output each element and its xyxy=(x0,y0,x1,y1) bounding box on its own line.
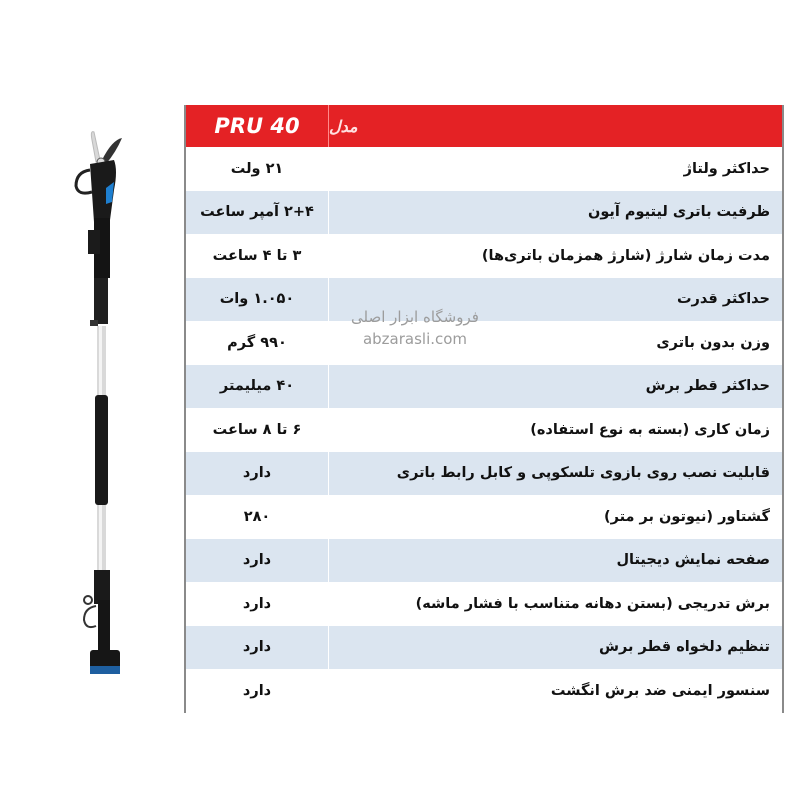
spec-label: گشتاور (نیوتون بر متر) xyxy=(603,508,770,525)
spec-label: حداکثر ولتاژ xyxy=(683,160,770,177)
model-label: مدل xyxy=(329,116,358,136)
spec-value: دارد xyxy=(186,626,329,670)
spec-label: تنظیم دلخواه قطر برش xyxy=(599,639,770,656)
spec-value: ۴۰ میلیمتر xyxy=(186,365,329,409)
spec-table xyxy=(184,105,784,713)
watermark-text-fa: فروشگاه ابزار اصلی xyxy=(351,308,479,326)
spec-value: ۲۱ ولت xyxy=(186,147,329,191)
watermark-url: abzarasli.com xyxy=(362,330,468,348)
spec-label: صفحه نمایش دیجیتال xyxy=(616,552,770,569)
spec-value: ۹۹۰ گرم xyxy=(186,321,329,365)
spec-label: حداکثر قطر برش xyxy=(645,378,770,395)
table-row xyxy=(186,408,782,452)
spec-label: ظرفیت باتری لیتیوم آیون xyxy=(587,204,770,221)
table-row xyxy=(186,495,782,539)
spec-value: ۲+۴ آمپر ساعت xyxy=(186,191,329,235)
spec-value: دارد xyxy=(186,539,329,583)
watermark xyxy=(330,306,500,350)
table-row xyxy=(186,191,782,235)
spec-value: دارد xyxy=(186,582,329,626)
spec-value: ۱.۰۵۰ وات xyxy=(186,278,329,322)
pole-pruner-image xyxy=(60,130,140,690)
table-row xyxy=(186,626,782,670)
spec-label: سنسور ایمنی ضد برش انگشت xyxy=(550,682,770,699)
spec-label: برش تدریجی (بستن دهانه متناسب با فشار ماشه) xyxy=(415,595,770,612)
table-row xyxy=(186,147,782,191)
spec-value: ۶ تا ۸ ساعت xyxy=(186,408,329,452)
table-row xyxy=(186,365,782,409)
model-value: PRU 40 xyxy=(186,105,329,147)
table-row xyxy=(186,539,782,583)
table-row xyxy=(186,452,782,496)
pole-pruner-icon xyxy=(60,130,140,690)
table-header xyxy=(186,105,782,147)
spec-label: حداکثر قدرت xyxy=(676,291,770,308)
spec-value: ۳ تا ۴ ساعت xyxy=(186,234,329,278)
spec-label: زمان کاری (بسته به نوع استفاده) xyxy=(530,421,770,438)
spec-value: دارد xyxy=(186,452,329,496)
spec-value: ۲۸۰ xyxy=(186,495,329,539)
spec-label: وزن بدون باتری xyxy=(656,334,770,351)
spec-value: دارد xyxy=(186,669,329,713)
table-row xyxy=(186,582,782,626)
table-row xyxy=(186,234,782,278)
spec-label: مدت زمان شارژ (شارژ همزمان باتری‌ها) xyxy=(481,247,770,264)
spec-label: قابلیت نصب روی بازوی تلسکوپی و کابل رابط باتری xyxy=(396,465,770,482)
table-row xyxy=(186,669,782,713)
